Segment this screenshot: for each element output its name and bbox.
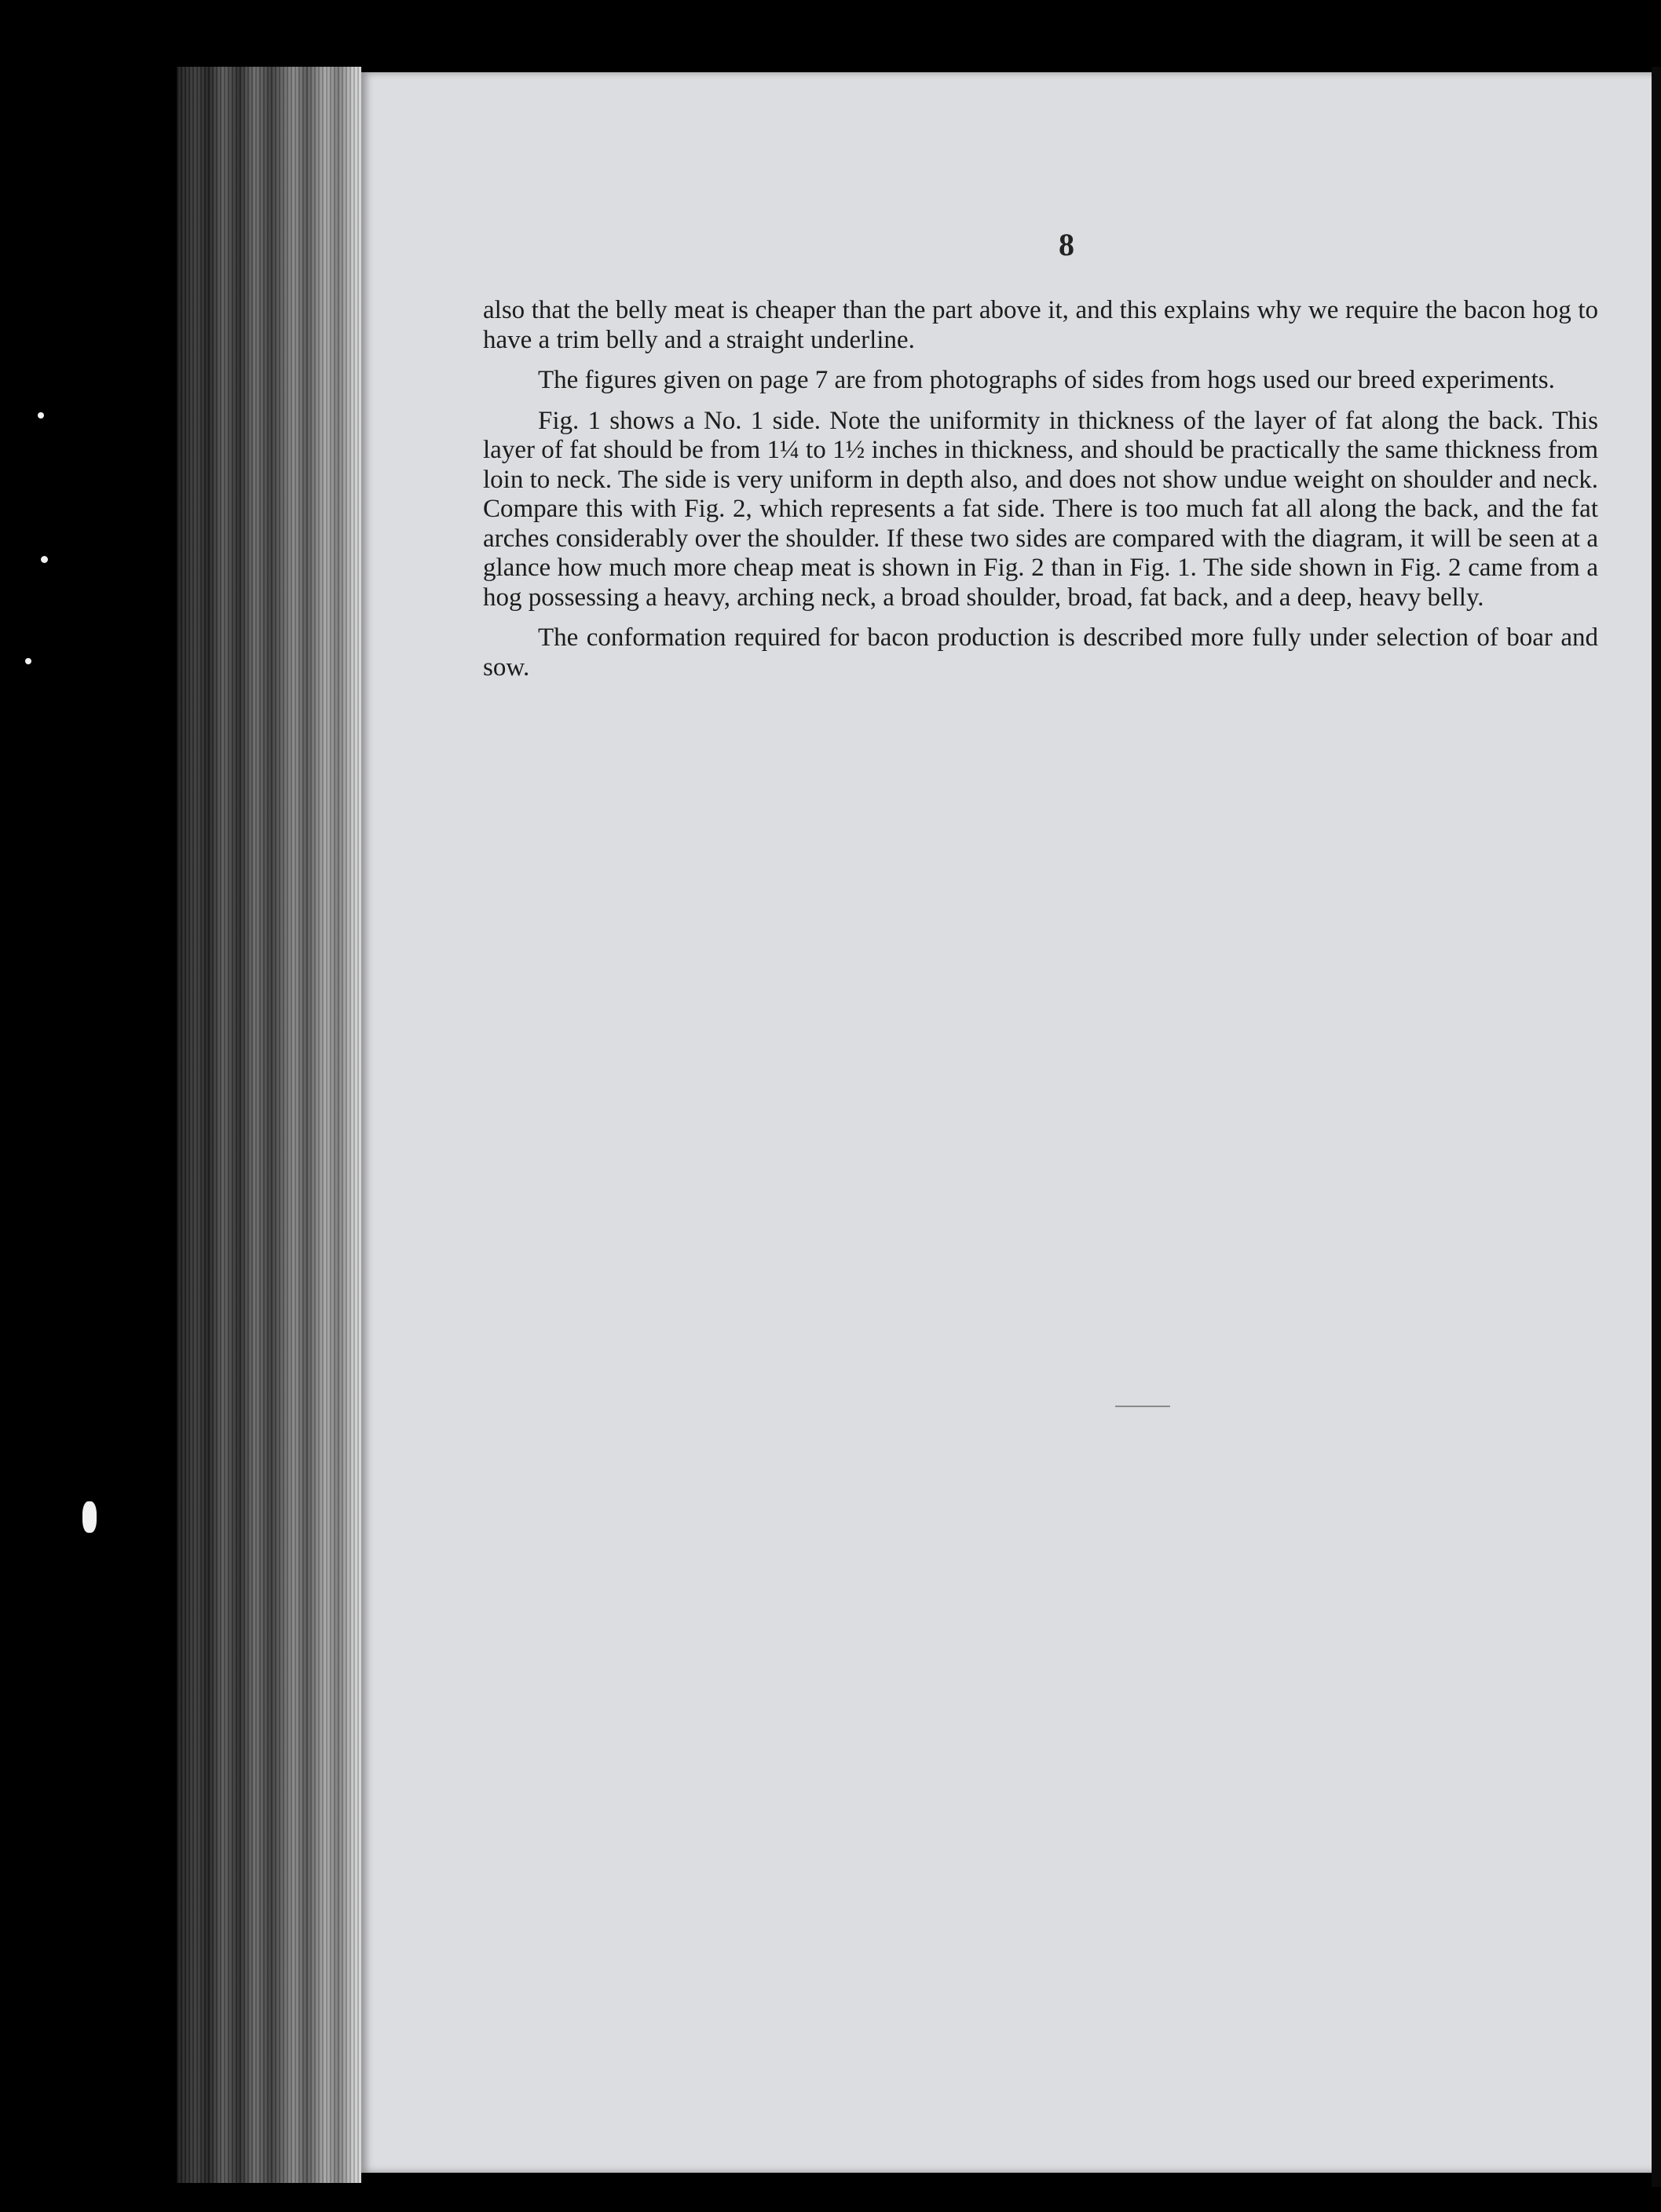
paragraph: Fig. 1 shows a No. 1 side. Note the uniformity in thickness of the layer of fat along the back. This layer of fat should be from 1¼ to 1½ inches in thickness, and should be practically the same thickness from loin to neck. The side is very uniform in depth also, and does not show undue weight on shoulder and neck. Compare this with Fig. 2, which represents a fat side. There is too much fat all along the back, and the fat arches considerably over the shoulder. If these two sides are compared with the diagram, it will be seen at a glance how much more cheap meat is shown in Fig. 2 than in Fig. 1. The side shown in Fig. 2 came from a hog possessing a heavy, arching neck, a broad shoulder, broad, fat back, and a deep, heavy belly. — [483, 406, 1598, 612]
body-text — [483, 296, 1598, 693]
page-number: 8 — [1059, 227, 1074, 262]
book-page — [361, 72, 1661, 2173]
right-dark-edge — [1652, 67, 1661, 2187]
speck — [25, 658, 31, 664]
divider — [1115, 1406, 1170, 1407]
speck — [82, 1501, 97, 1533]
paragraph: The figures given on page 7 are from photographs of sides from hogs used our breed experiments. — [538, 366, 1555, 394]
paragraph: The conformation required for bacon production is described more fully under selection of boar and sow. — [483, 623, 1598, 682]
paragraph: also that the belly meat is cheaper than the part above it, and this explains why we require the bacon hog to have a trim belly and a straight underline. — [483, 296, 1598, 354]
speck — [41, 556, 48, 563]
speck — [38, 412, 44, 419]
book-page-edges — [177, 67, 361, 2183]
